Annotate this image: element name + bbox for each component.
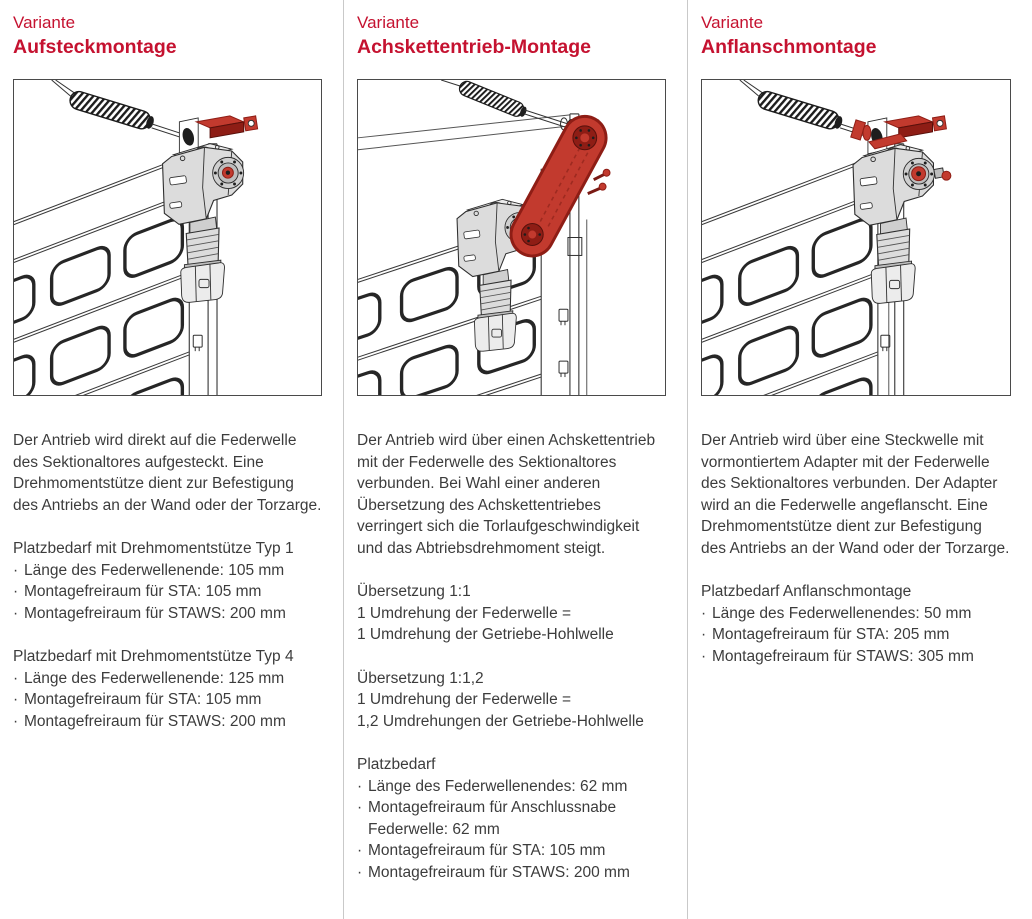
spec-item [13,560,322,582]
ratio-section [357,581,666,646]
ratio-line: 1 Umdrehung der Getriebe-Hohlwelle [357,626,614,643]
achskettentrieb-illustration [358,80,665,395]
bullet-dot: · [701,647,707,665]
column-title: Aufsteckmontage [13,36,177,58]
column-aufsteckmontage [0,0,344,919]
spec-text: Länge des Federwellenende: 105 mm [24,561,285,579]
spec-section [701,581,1011,667]
anflanschmontage-illustration [702,80,1010,395]
bullet-dot: · [357,777,363,795]
spec-text: Montagefreiraum für STA: 105 mm [368,842,606,859]
illustration-box [701,79,1011,396]
ratio-line: 1 Umdrehung der Federwelle = [357,691,572,708]
bullet-dot: · [357,799,363,816]
spec-section [357,754,666,883]
bullet-dot: · [13,712,19,730]
spec-item [357,840,666,862]
spec-text: Montagefreiraum für STAWS: 305 mm [712,647,974,665]
spec-item [13,603,322,625]
section-heading: Übersetzung 1:1 [357,583,471,600]
illustration-box [13,79,322,396]
spec-text: Montagefreiraum für Anschlussnabe Federwelle: 62 mm [368,799,617,838]
column-title: Achskettentrieb-Montage [357,36,592,58]
spec-text: Montagefreiraum für STA: 105 mm [24,691,262,708]
illustration-box [357,79,666,396]
aufsteckmontage-illustration [14,80,321,395]
spec-item [701,624,1011,646]
spec-item [701,603,1011,625]
bullet-dot: · [357,842,363,859]
spec-text: Länge des Federwellenende: 125 mm [24,669,285,687]
spec-list [13,560,322,625]
bullet-dot: · [701,626,707,643]
column-title: Anflanschmontage [701,36,877,58]
spec-list [357,776,666,884]
variant-kicker: Variante [701,13,764,32]
bullet-dot: · [13,583,19,600]
section-heading: Übersetzung 1:1,2 [357,669,484,687]
bullet-dot: · [13,561,19,579]
spec-text: Montagefreiraum für STAWS: 200 mm [368,863,630,881]
spec-text: Montagefreiraum für STA: 105 mm [24,583,262,600]
description: Der Antrieb wird über eine Steckwelle mit vormontiertem Adapter mit der Federwelle des Sektionaltores verbunden. Der Adapter wird an die Federwelle angeflanscht. Eine Drehmomentstütze dient zur Befestigung des Antriebs an der Wand oder der Torzarge. [701,432,1010,557]
section-heading: Platzbedarf Anflanschmontage [701,583,912,600]
spec-item [13,581,322,603]
bullet-dot: · [13,691,19,708]
description: Der Antrieb wird über einen Achskettentrieb mit der Federwelle des Sektionaltores verbunden. Bei Wahl einer anderen Übersetzung des Achskettentriebes verringert sich die Torlaufgeschwindigkeit und das Abtriebsdrehmoment steigt. [357,432,656,557]
spec-item [357,797,666,840]
spec-item [357,776,666,798]
spec-section [13,646,322,732]
bullet-dot: · [13,669,19,687]
column-anflanschmontage [688,0,1032,919]
ratio-line: 1,2 Umdrehungen der Getriebe-Hohlwelle [357,712,644,730]
spec-text: Montagefreiraum für STAWS: 200 mm [24,604,286,622]
spec-item [357,862,666,884]
ratio-line: 1 Umdrehung der Federwelle = [357,604,572,622]
description: Der Antrieb wird direkt auf die Federwelle des Sektionaltores aufgesteckt. Eine Drehmomentstütze dient zur Befestigung des Antriebs an der Wand oder der Torzarge. [13,432,322,514]
spec-text: Länge des Federwellenendes: 50 mm [712,604,972,622]
section-heading: Platzbedarf mit Drehmomentstütze Typ 4 [13,648,294,665]
bullet-dot: · [701,604,707,622]
variant-kicker: Variante [357,13,420,32]
spec-item [13,711,322,733]
section-heading: Platzbedarf mit Drehmomentstütze Typ 1 [13,540,294,557]
spec-item [13,689,322,711]
spec-text: Montagefreiraum für STAWS: 200 mm [24,712,286,730]
spec-section [13,538,322,624]
spec-list [701,603,1011,668]
bullet-dot: · [357,863,363,881]
ratio-section [357,668,666,733]
bullet-dot: · [13,604,19,622]
spec-text: Montagefreiraum für STA: 205 mm [712,626,950,643]
section-heading: Platzbedarf [357,756,436,773]
column-achskettentrieb [344,0,688,919]
spec-text: Länge des Federwellenendes: 62 mm [368,777,628,795]
spec-list [13,668,322,733]
spec-item [701,646,1011,668]
variant-kicker: Variante [13,13,76,32]
spec-item [13,668,322,690]
